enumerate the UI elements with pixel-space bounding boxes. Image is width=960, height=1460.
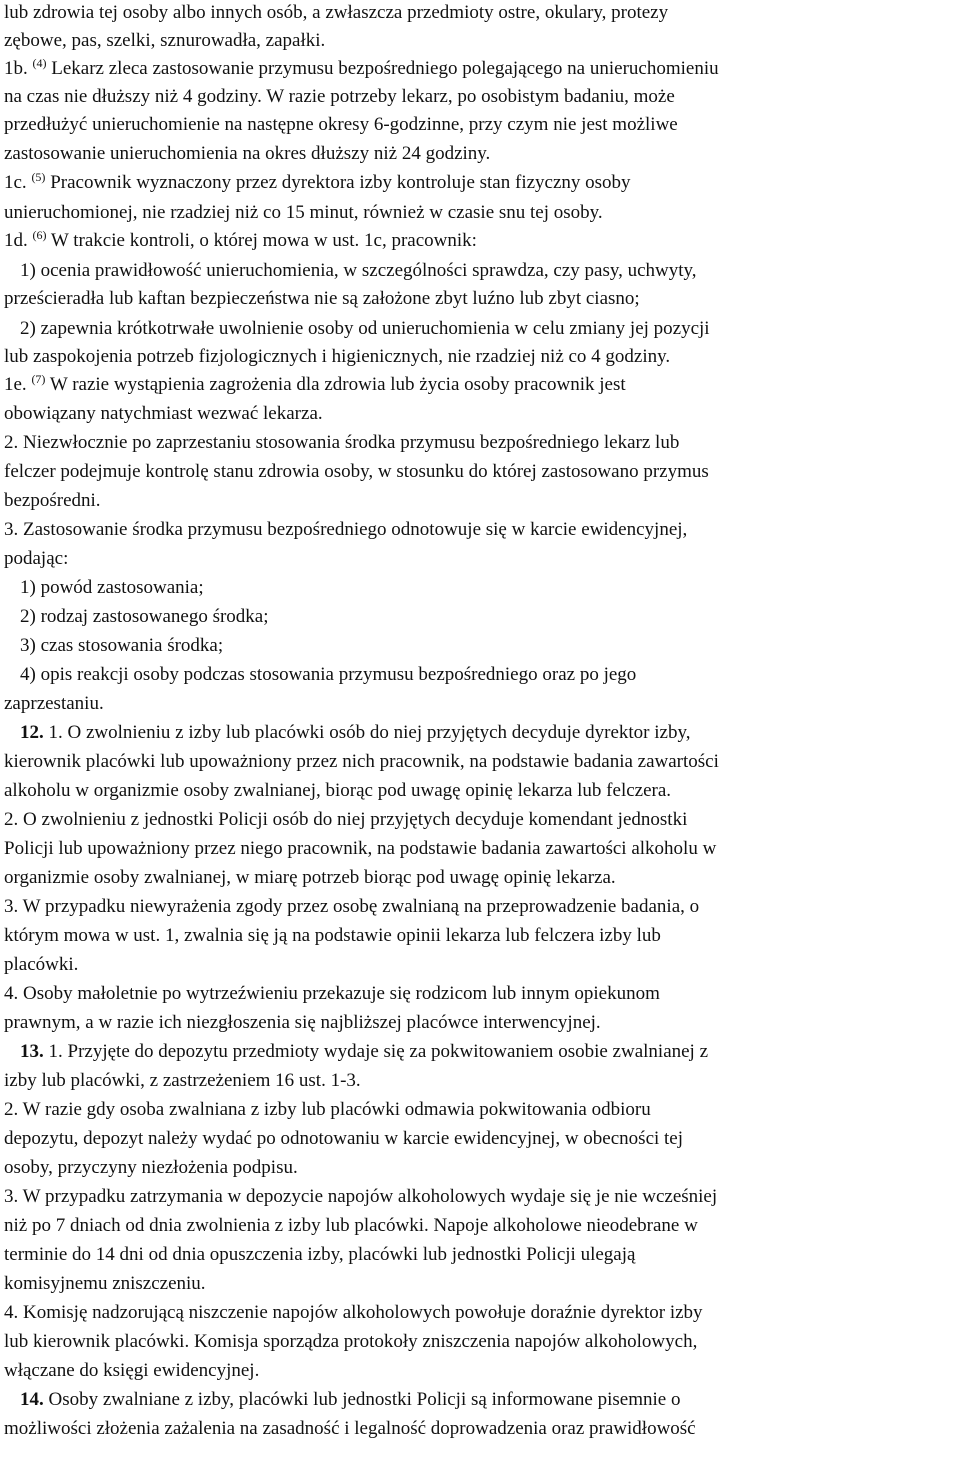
paragraph-start: 12. 1. O zwolnieniu z izby lub placówki osób do niej przyjętych decyduje dyrektor izby, (20, 722, 691, 743)
point-number: 1b. (4, 58, 28, 79)
text-line: 2. Niezwłocznie po zaprzestaniu stosowania środka przymusu bezpośredniego lekarz lub (4, 432, 680, 453)
text-line: 3. Zastosowanie środka przymusu bezpośredniego odnotowuje się w karcie ewidencyjnej, (4, 519, 688, 540)
text-line: osoby, przyczyny niezłożenia podpisu. (4, 1157, 298, 1178)
text-line: 3. W przypadku niewyrażenia zgody przez osobę zwalnianą na przeprowadzenie badania, o (4, 896, 700, 917)
paragraph-start: 13. 1. Przyjęte do depozytu przedmioty wydaje się za pokwitowaniem osobie zwalnianej z (20, 1041, 709, 1062)
paragraph-start: 14. Osoby zwalniane z izby, placówki lub jednostki Policji są informowane pisemnie o (20, 1389, 681, 1410)
footnote-ref: (4) (32, 56, 47, 70)
text-line: alkoholu w organizmie osoby zwalnianej, biorąc pod uwagę opinię lekarza lub felczera. (4, 780, 672, 801)
text-line: włączane do księgi ewidencyjnej. (4, 1360, 260, 1381)
footnote-ref: (6) (32, 228, 47, 242)
point-number: 1c. (4, 172, 27, 193)
text-line: bezpośredni. (4, 490, 101, 511)
text-line: podając: (4, 548, 69, 569)
text-line: organizmie osoby zwalnianej, w miarę potrzeb biorąc pod uwagę opinię lekarza. (4, 867, 616, 888)
text-line: 3. W przypadku zatrzymania w depozycie napojów alkoholowych wydaje się je nie wcześniej (4, 1186, 718, 1207)
text-line: lub kierownik placówki. Komisja sporządza protokoły zniszczenia napojów alkoholowych, (4, 1331, 698, 1352)
text-line: zastosowanie unieruchomienia na okres dłuższy niż 24 godziny. (4, 143, 491, 164)
text-line: prześcieradła lub kaftan bezpieczeństwa nie są założone zbyt luźno lub zbyt ciasno; (4, 288, 640, 309)
text-line: 2. W razie gdy osoba zwalniana z izby lub placówki odmawia pokwitowania odbioru (4, 1099, 651, 1120)
text-line: terminie do 14 dni od dnia opuszczenia izby, placówki lub jednostki Policji ulegają (4, 1244, 636, 1265)
text-line: 2. O zwolnieniu z jednostki Policji osób do niej przyjętych decyduje komendant jednostki (4, 809, 688, 830)
text-line: 1c. $^{(5)}$ Pracownik wyznaczony przez dyrektora izby kontroluje stan fizyczny osoby (4, 170, 631, 193)
text-line: zębowe, pas, szelki, sznurowadła, zapałki. (4, 30, 326, 51)
text-line: lub zdrowia tej osoby albo innych osób, a zwłaszcza przedmioty ostre, okulary, protezy (4, 2, 669, 23)
text-line: przedłużyć unieruchomienie na następne okresy 6-godzinne, przy czym nie jest możliwe (4, 114, 678, 135)
list-item: 1) ocenia prawidłowość unieruchomienia, w szczególności sprawdza, czy pasy, uchwyty, (20, 260, 697, 281)
text-line: komisyjnemu zniszczeniu. (4, 1273, 206, 1294)
text-line: 1e. $^{(7)}$ W razie wystąpienia zagrożenia dla zdrowia lub życia osoby pracownik jest (4, 372, 626, 395)
text-line: prawnym, a w razie ich niezgłoszenia się najbliższej placówce interwencyjnej. (4, 1012, 601, 1033)
list-item: 3) czas stosowania środka; (20, 635, 224, 656)
footnote-ref: (7) (31, 372, 46, 386)
text-line: kierownik placówki lub upoważniony przez nich pracownik, na podstawie badania zawartości (4, 751, 719, 772)
text-line: unieruchomionej, nie rzadziej niż co 15 minut, również w czasie snu tej osoby. (4, 202, 603, 223)
text-line: 1d. $^{(6)}$ W trakcie kontroli, o której mowa w ust. 1c, pracownik: (4, 228, 477, 251)
text-line: lub zaspokojenia potrzeb fizjologicznych i higienicznych, nie rzadziej niż co 4 godziny. (4, 346, 671, 367)
point-number: 1e. (4, 374, 27, 395)
footnote-ref: (5) (31, 170, 46, 184)
list-item: 2) zapewnia krótkotrwałe uwolnienie osoby od unieruchomienia w celu zmiany jej pozycji (20, 318, 710, 339)
list-item: 1) powód zastosowania; (20, 577, 204, 598)
text-line: 4. Komisję nadzorującą niszczenie napojów alkoholowych powołuje doraźnie dyrektor izby (4, 1302, 703, 1323)
text-line: placówki. (4, 954, 79, 975)
list-item: 4) opis reakcji osoby podczas stosowania przymusu bezpośredniego oraz po jego (20, 664, 637, 685)
text-line: na czas nie dłuższy niż 4 godziny. W razie potrzeby lekarz, po osobistym badaniu, może (4, 86, 675, 107)
point-number: 1d. (4, 230, 28, 251)
text-line: możliwości złożenia zażalenia na zasadność i legalność doprowadzenia oraz prawidłowość (4, 1418, 696, 1439)
text-line: izby lub placówki, z zastrzeżeniem 16 ust. 1-3. (4, 1070, 361, 1091)
paragraph-number: 14. (20, 1389, 44, 1410)
text-line: 1b. $^{(4)}$ Lekarz zleca zastosowanie przymusu bezpośredniego polegającego na unieruchomieniu (4, 56, 719, 79)
text-line: felczer podejmuje kontrolę stanu zdrowia osoby, w stosunku do której zastosowano przymus (4, 461, 709, 482)
text-line: Policji lub upoważniony przez niego pracownik, na podstawie badania zawartości alkoholu w (4, 838, 717, 859)
paragraph-number: 13. (20, 1041, 44, 1062)
list-item: 2) rodzaj zastosowanego środka; (20, 606, 269, 627)
text-line: niż po 7 dniach od dnia zwolnienia z izby lub placówki. Napoje alkoholowe nieodebrane w (4, 1215, 698, 1236)
text-line: zaprzestaniu. (4, 693, 104, 714)
text-line: obowiązany natychmiast wezwać lekarza. (4, 403, 323, 424)
text-line: którym mowa w ust. 1, zwalnia się ją na podstawie opinii lekarza lub felczera izby lub (4, 925, 661, 946)
paragraph-number: 12. (20, 722, 44, 743)
text-line: 4. Osoby małoletnie po wytrzeźwieniu przekazuje się rodzicom lub innym opiekunom (4, 983, 660, 1004)
text-line: depozytu, depozyt należy wydać po odnotowaniu w karcie ewidencyjnej, w obecności tej (4, 1128, 684, 1149)
